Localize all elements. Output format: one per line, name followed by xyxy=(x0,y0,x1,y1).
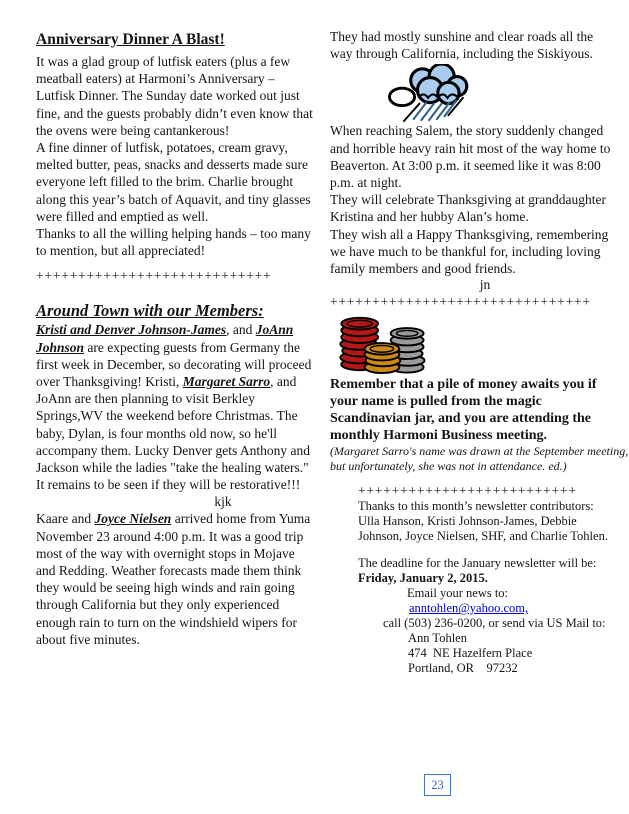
contributors-line: Johnson, Joyce Nielsen, SHF, and Charlie Tohlen. xyxy=(358,529,608,544)
money-notice: Remember that a pile of money awaits you if your name is pulled from the magic Scandinavian jar, and you are attending the monthly Harmoni Business meeting. xyxy=(330,377,597,444)
section-divider: ++++++++++++++++++++++++++ xyxy=(358,483,577,499)
address-line-city: Portland, OR 97232 xyxy=(408,661,518,676)
left-column xyxy=(36,30,314,648)
page-number-badge: 23 xyxy=(424,774,451,796)
salem-paragraph: When reaching Salem, the story suddenly changed and horrible heavy rain hit most of the way home to Beaverton. At 3:00 p.m. it seemed like it was 8:00 p.m. at night. xyxy=(330,123,611,191)
email-link-row xyxy=(409,601,614,616)
money-note-line: (Margaret Sarro's name was drawn at the September meeting, xyxy=(330,444,629,459)
deadline-label: The deadline for the January newsletter will be: xyxy=(358,556,597,571)
section-divider: ++++++++++++++++++++++++++++ xyxy=(36,268,272,284)
sunshine-paragraph: They had mostly sunshine and clear roads all the way through California, including the Siskiyous. xyxy=(330,29,594,62)
anniversary-paragraph-3: Thanks to all the willing helping hands – too many to mention, but all appreciated! xyxy=(36,226,311,259)
coin-stacks-icon xyxy=(332,314,428,374)
email-prompt: Email your news to: xyxy=(407,586,509,601)
article-title-around-town: Around Town with our Members: xyxy=(36,301,264,321)
right-column xyxy=(330,28,629,676)
celebrate-paragraph: They will celebrate Thanksgiving at granddaughter Kristina and her hubby Alan’s home. xyxy=(330,192,607,225)
nielsen-paragraph: Kaare and Joyce Nielsen arrived home from Yuma November 23 around 4:00 p.m. It was a good trip most of the way with overnight stops in Mojave and Redding. Weather forecasts made them think they would be seeing high winds and rain going through California but they only experienced enough rain to turn on the windshield wipers for about five minutes. xyxy=(36,511,311,647)
contributors-line: Ulla Hanson, Kristi Johnson-James, Debbie xyxy=(358,514,577,529)
author-initials-jn: jn xyxy=(479,277,491,293)
money-note-line: but unfortunately, she was not in attendance. ed.) xyxy=(330,459,567,474)
author-initials-kjk: kjk xyxy=(214,494,232,510)
article-title-anniversary: Anniversary Dinner A Blast! xyxy=(36,31,225,48)
phone-mail-line: call (503) 236-0200, or send via US Mail to: xyxy=(383,616,606,631)
wish-paragraph: They wish all a Happy Thanksgiving, remembering we have much to be thankful for, including loving family members and good friends. xyxy=(330,226,609,277)
around-town-paragraph: Kristi and Denver Johnson-James, and JoAnn Johnson are expecting guests from Germany the first week in December, so decorating will proceed over Thanksgiving! Kristi, Margaret Sarro, and JoAnn are then planning to visit Berkley Springs,WV the weekend before Christmas. The baby, Dylan, is four months old now, so he'll accompany them. Lucky Denver gets Anthony and Jackson while the ladies "take the healing waters." It remains to be seen if they will be restorative!!! xyxy=(36,322,312,493)
address-line-name: Ann Tohlen xyxy=(408,631,467,646)
address-line-street: 474 NE Hazelfern Place xyxy=(408,646,533,661)
anniversary-paragraph-2: A fine dinner of lutfisk, potatoes, cream gravy, melted butter, peas, snacks and desserts made sure everyone left filled to the brim. Charlie brought along this year’s batch of Aquavit, and tiny glasses were filled and emptied as well. xyxy=(36,140,311,224)
email-link[interactable]: anntohlen@yahoo.com, xyxy=(409,601,529,616)
contributors-line: Thanks to this month’s newsletter contributors: xyxy=(358,499,594,514)
rain-cloud-icon xyxy=(386,64,478,122)
deadline-date: Friday, January 2, 2015. xyxy=(358,571,488,586)
section-divider: +++++++++++++++++++++++++++++++ xyxy=(330,294,591,310)
anniversary-paragraph-1: It was a glad group of lutfisk eaters (plus a few meatball eaters) at Harmoni’s Anniversary – Lutfisk Dinner. The Sunday date worked out just fine, and the guests probably didn’t even know that the ovens were being cantankerous! xyxy=(36,54,313,138)
